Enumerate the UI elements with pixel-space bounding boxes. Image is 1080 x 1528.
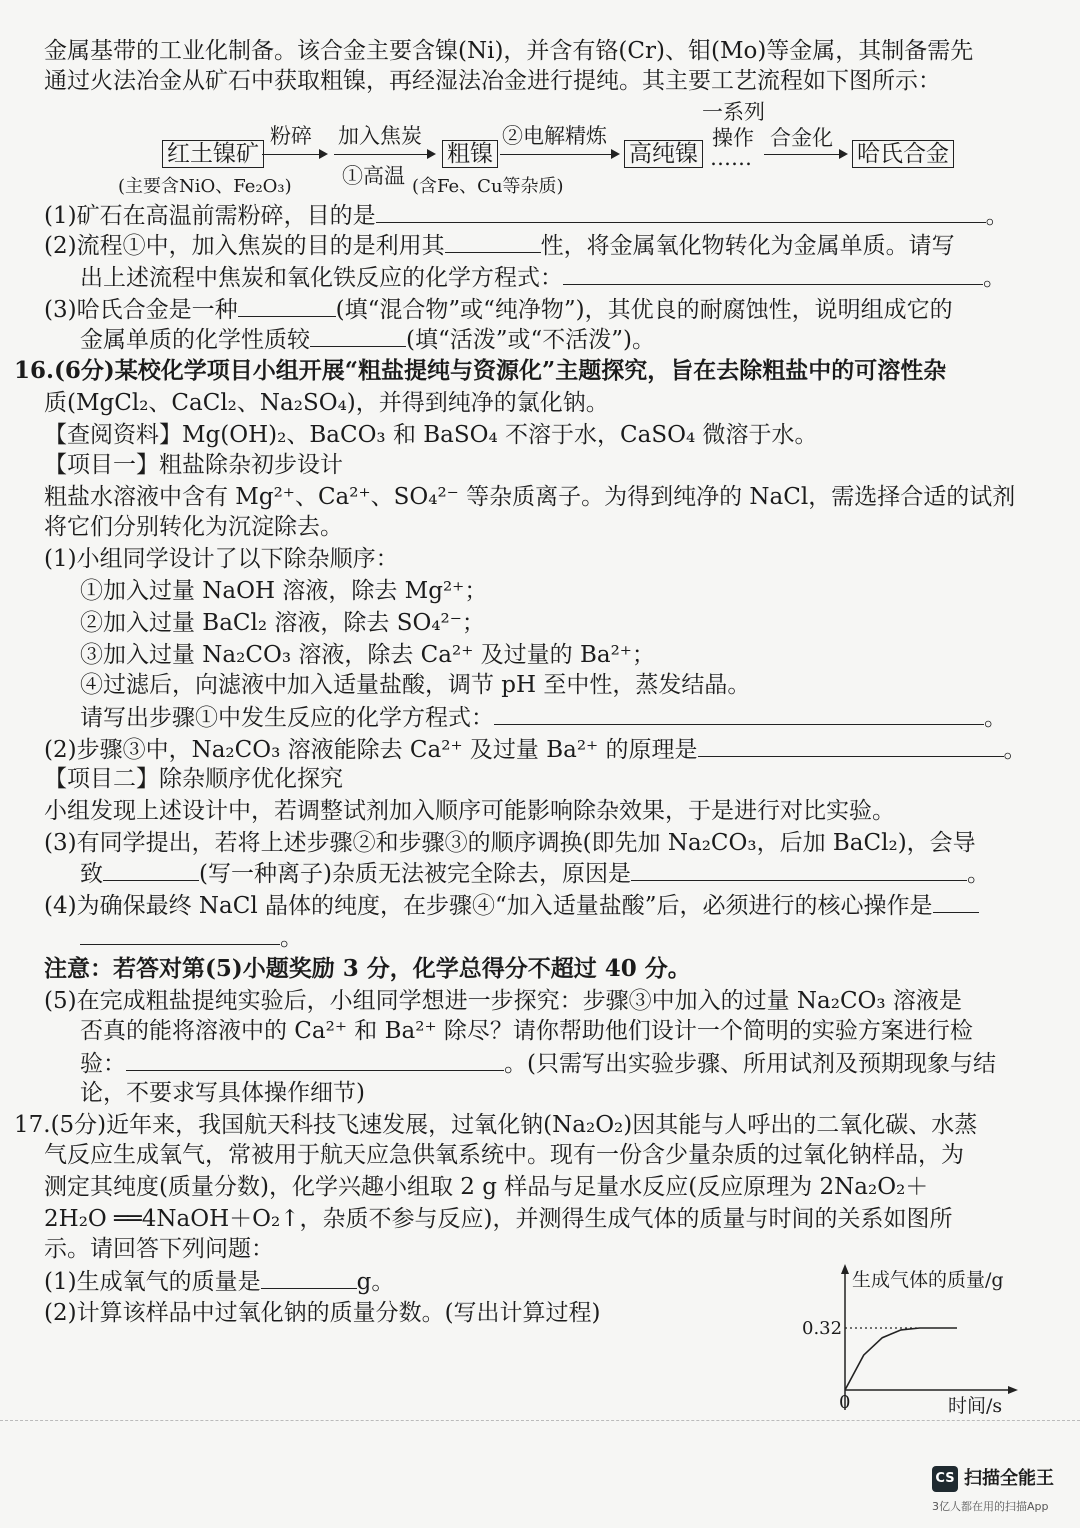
q16-step1: ①加入过量 NaOH 溶液，除去 Mg²⁺；	[80, 578, 488, 604]
q15-part3: (3)哈氏合金是一种 (填“混合物”或“纯净物”)，其优良的耐腐蚀性，说明组成它的	[44, 294, 953, 325]
q16-project1-text1: 粗盐水溶液中含有 Mg²⁺、Ca²⁺、SO₄²⁻ 等杂质离子。为得到纯净的 NaCl，需选择合适的试剂	[44, 484, 1016, 510]
answer-blank[interactable]	[698, 734, 1004, 757]
answer-blank[interactable]	[445, 230, 541, 253]
q16-part5-cont2: 验： 。(只需写出实验步骤、所用试剂及预期现象与结	[80, 1048, 996, 1079]
flow-box-pure-nickel: 高纯镍	[624, 140, 703, 168]
page-divider	[0, 1420, 1080, 1421]
q16-bonus-note: 注意：若答对第(5)小题奖励 3 分，化学总得分不超过 40 分。	[44, 955, 691, 982]
answer-blank[interactable]	[126, 1048, 504, 1071]
flow-arrow-4	[764, 154, 846, 155]
q16-project2-title: 【项目二】除杂顺序优化探究	[44, 766, 343, 792]
q17-line-4: 2H₂O ══4NaOH＋O₂↑，杂质不参与反应)，并测得生成气体的质量与时间的关系如图所	[44, 1206, 953, 1232]
q17-line-5: 示。请回答下列问题：	[44, 1236, 274, 1262]
flow-arrow1-label: 粉碎	[270, 124, 312, 148]
answer-blank[interactable]	[376, 200, 986, 223]
flow-series-label: 一系列	[702, 100, 765, 124]
intro-line-2: 通过火法冶金从矿石中获取粗镍，再经湿法冶金进行提纯。其主要工艺流程如下图所示：	[44, 68, 941, 94]
camscanner-logo-icon: CS	[932, 1466, 958, 1492]
q16-part1-ask: 请写出步骤①中发生反应的化学方程式： 。	[80, 702, 1007, 733]
gas-mass-curve	[845, 1328, 957, 1390]
q16-reference: 【查阅资料】Mg(OH)₂、BaCO₃ 和 BaSO₄ 不溶于水，CaSO₄ 微溶于水。	[44, 422, 818, 448]
q16-heading-2: 质(MgCl₂、CaCl₂、Na₂SO₄)，并得到纯净的氯化钠。	[44, 390, 609, 416]
flow-arrow-1	[262, 154, 326, 155]
intro-line-1: 金属基带的工业化制备。该合金主要含镍(Ni)，并含有铬(Cr)、钼(Mo)等金属，其制备需先	[44, 38, 974, 64]
answer-blank[interactable]	[494, 702, 984, 725]
origin-label: 0	[839, 1392, 851, 1413]
q16-part2: (2)步骤③中，Na₂CO₃ 溶液能除去 Ca²⁺ 及过量 Ba²⁺ 的原理是 。	[44, 734, 1027, 765]
y-tick-label: 0.32	[802, 1318, 843, 1339]
answer-blank[interactable]	[933, 890, 979, 913]
flow-box-crude-note: (含Fe、Cu等杂质)	[412, 176, 564, 197]
flow-arrow-2	[334, 154, 434, 155]
q17-line-2: 气反应生成氧气，常被用于航天应急供氧系统中。现有一份含少量杂质的过氧化钠样品，为	[44, 1142, 964, 1168]
q16-part1: (1)小组同学设计了以下除杂顺序：	[44, 546, 399, 572]
q16-part5: (5)在完成粗盐提纯实验后，小组同学想进一步探究：步骤③中加入的过量 Na₂CO₃ 溶液是	[44, 988, 962, 1014]
q15-part2: (2)流程①中，加入焦炭的目的是利用其 性，将金属氧化物转化为金属单质。请写	[44, 230, 955, 261]
q15-part1: (1)矿石在高温前需粉碎，目的是 。	[44, 200, 1009, 231]
q17-part1: (1)生成氧气的质量是 g。	[44, 1266, 394, 1297]
q17-part2: (2)计算该样品中过氧化钠的质量分数。(写出计算过程)	[44, 1300, 601, 1326]
q17-line-3: 测定其纯度(质量分数)，化学兴趣小组取 2 g 样品与足量水反应(反应原理为 2Na₂O₂＋	[44, 1174, 929, 1200]
flow-arrow2-label: 加入焦炭	[338, 124, 422, 148]
x-axis-label: 时间/s	[948, 1395, 1003, 1417]
flow-box-crude-nickel: 粗镍	[442, 140, 498, 168]
q16-project2-text: 小组发现上述设计中，若调整试剂加入顺序可能影响除杂效果，于是进行对比实验。	[44, 798, 895, 824]
flow-arrow2-condition: ①高温	[342, 164, 405, 188]
q16-part5-cont1: 否真的能将溶液中的 Ca²⁺ 和 Ba²⁺ 除尽？请你帮助他们设计一个简明的实验方案进行检	[80, 1018, 973, 1044]
q15-part3-cont: 金属单质的化学性质较 (填“活泼”或“不活泼”)。	[80, 324, 655, 355]
x-axis-arrow	[1008, 1386, 1018, 1394]
app-tagline: 3亿人都在用的扫描App	[932, 1500, 1049, 1513]
flow-operation-label: 操作	[712, 126, 754, 150]
app-name: 扫描全能王	[964, 1468, 1054, 1489]
flow-dots: ……	[710, 146, 752, 170]
answer-blank[interactable]	[238, 294, 336, 317]
q16-part4: (4)为确保最终 NaCl 晶体的纯度，在步骤④“加入适量盐酸”后，必须进行的核心操作是	[44, 890, 979, 921]
q16-step3: ③加入过量 Na₂CO₃ 溶液，除去 Ca²⁺ 及过量的 Ba²⁺；	[80, 642, 655, 668]
answer-blank[interactable]	[631, 858, 967, 881]
flow-box-ore: 红土镍矿	[162, 140, 264, 168]
answer-blank[interactable]	[261, 1266, 357, 1289]
answer-blank[interactable]	[563, 262, 983, 285]
flow-arrow-3	[500, 154, 618, 155]
q16-part5-cont3: 论，不要求写具体操作细节)	[80, 1080, 365, 1106]
q16-step4: ④过滤后，向滤液中加入适量盐酸，调节 pH 至中性，蒸发结晶。	[80, 672, 751, 698]
y-axis-label: 生成气体的质量/g	[852, 1269, 1004, 1291]
answer-blank[interactable]	[310, 324, 406, 347]
q16-part3-cont: 致 (写一种离子)杂质无法被完全除去，原因是 。	[80, 858, 990, 889]
flow-arrow4-label: 合金化	[770, 126, 833, 150]
y-axis-arrow	[841, 1264, 849, 1274]
flow-box-alloy: 哈氏合金	[852, 140, 954, 168]
flow-arrow3-label: ②电解精炼	[502, 124, 607, 148]
q16-project1-title: 【项目一】粗盐除杂初步设计	[44, 452, 343, 478]
q17-line-1: 17.(5分)近年来，我国航天科技飞速发展，过氧化钠(Na₂O₂)因其能与人呼出的二氧化碳、水蒸	[14, 1112, 978, 1138]
gas-mass-time-chart	[790, 1260, 1050, 1420]
q15-part2-cont: 出上述流程中焦炭和氧化铁反应的化学方程式： 。	[80, 262, 1006, 293]
q16-heading-1: 16.(6分)某校化学项目小组开展“粗盐提纯与资源化”主题探究，旨在去除粗盐中的可溶性杂	[14, 357, 947, 384]
q16-step2: ②加入过量 BaCl₂ 溶液，除去 SO₄²⁻；	[80, 610, 485, 636]
flow-box-ore-note: (主要含NiO、Fe₂O₃)	[118, 176, 292, 197]
answer-blank[interactable]	[80, 922, 280, 945]
q16-part4-cont: 。	[80, 922, 303, 953]
answer-blank[interactable]	[103, 858, 199, 881]
q16-project1-text2: 将它们分别转化为沉淀除去。	[44, 514, 343, 540]
q16-part3: (3)有同学提出，若将上述步骤②和步骤③的顺序调换(即先加 Na₂CO₃，后加 BaCl₂)，会导	[44, 830, 976, 856]
